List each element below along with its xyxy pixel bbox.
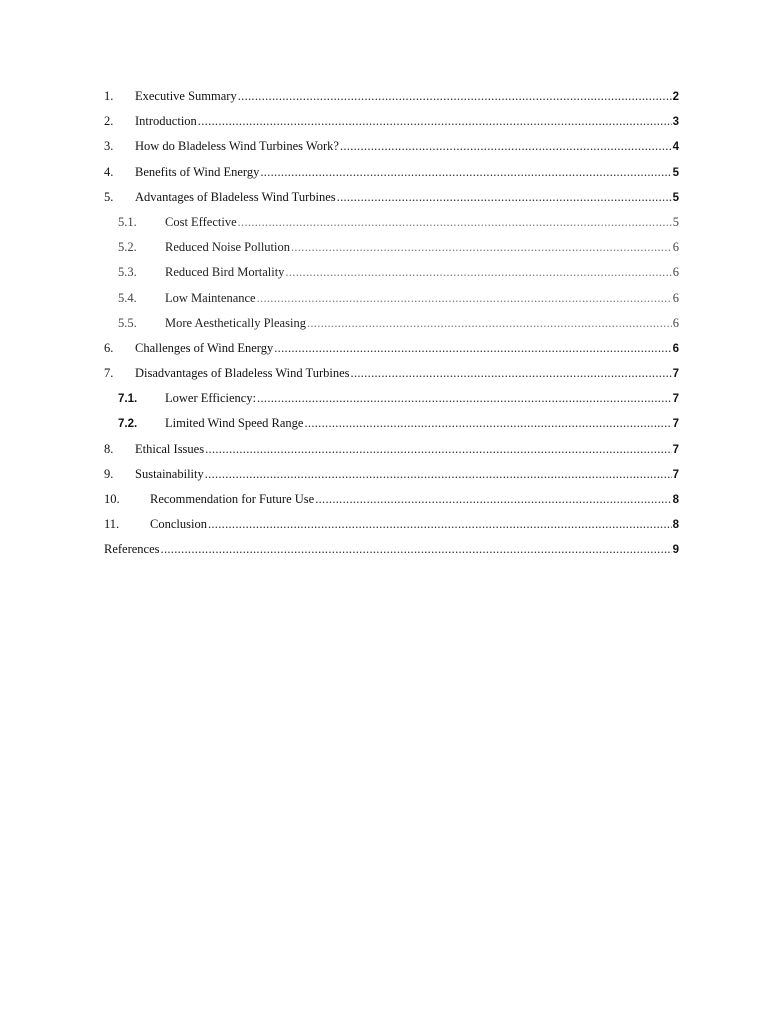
toc-entry-title: Executive Summary — [135, 89, 237, 103]
dot-leader — [274, 341, 671, 356]
toc-entry-number: 3. — [104, 139, 114, 154]
toc-entry-page: 5 — [672, 214, 679, 229]
toc-entry-recommendation[interactable] — [104, 492, 679, 517]
toc-entry-page: 5 — [672, 166, 679, 179]
toc-entry-bird-mortality[interactable] — [104, 265, 679, 290]
dot-leader — [257, 391, 672, 406]
toc-entry-conclusion[interactable] — [104, 517, 679, 542]
toc-entry-number: 10. — [104, 492, 120, 506]
dot-leader — [307, 316, 672, 331]
toc-entry-title: Disadvantages of Bladeless Wind Turbines — [135, 366, 350, 381]
toc-entry-number: 7.2. — [118, 418, 138, 431]
toc-entry-page: 7 — [672, 393, 679, 406]
toc-entry-number: 5.1. — [118, 214, 137, 229]
toc-entry-page: 6 — [672, 240, 679, 255]
toc-entry-low-maintenance[interactable] — [104, 291, 679, 316]
toc-entry-how-they-work[interactable] — [104, 139, 679, 164]
toc-entry-aesthetics[interactable] — [104, 316, 679, 341]
toc-entry-page: 5 — [672, 191, 679, 204]
toc-entry-page: 8 — [672, 494, 679, 506]
toc-entry-number: 7.1. — [118, 393, 138, 406]
toc-entry-title: Reduced Bird Mortality — [165, 265, 285, 280]
toc-entry-ethical-issues[interactable] — [104, 442, 679, 467]
toc-entry-title: Limited Wind Speed Range — [165, 416, 304, 431]
dot-leader — [351, 366, 672, 381]
toc-entry-page: 6 — [672, 342, 679, 355]
toc-entry-executive-summary[interactable] — [104, 89, 679, 114]
toc-entry-sustainability[interactable] — [104, 467, 679, 492]
toc-entry-page: 7 — [672, 468, 679, 481]
toc-entry-references[interactable] — [104, 542, 679, 567]
toc-entry-number: 5.5. — [118, 315, 137, 330]
toc-entry-title: Cost Effective — [165, 214, 237, 229]
toc-entry-number: 7. — [104, 366, 114, 381]
dot-leader — [304, 416, 671, 431]
toc-entry-number: 4. — [104, 164, 114, 179]
toc-entry-page: 7 — [672, 418, 679, 431]
toc-entry-number: 5.2. — [118, 240, 137, 255]
toc-entry-title: Ethical Issues — [135, 441, 205, 456]
toc-entry-title: Reduced Noise Pollution — [165, 240, 290, 255]
toc-entry-page: 8 — [672, 519, 679, 532]
toc-entry-challenges[interactable] — [104, 341, 679, 366]
dot-leader — [208, 517, 672, 532]
toc-entry-page: 6 — [672, 290, 679, 305]
toc-entry-title: More Aesthetically Pleasing — [165, 315, 306, 330]
toc-entry-title: How do Bladeless Wind Turbines Work? — [135, 139, 339, 154]
toc-entry-title: Conclusion — [150, 517, 207, 532]
toc-entry-title: Lower Efficiency: — [165, 391, 257, 406]
toc-entry-number: 1. — [104, 89, 114, 103]
toc-entry-title: Low Maintenance — [165, 290, 256, 305]
toc-entry-title: Introduction — [135, 114, 197, 129]
toc-entry-title: Advantages of Bladeless Wind Turbines — [135, 189, 336, 204]
toc-entry-title: References — [104, 542, 160, 557]
toc-entry-page: 7 — [672, 368, 679, 381]
toc-entry-title: Sustainability — [135, 466, 204, 481]
toc-entry-lower-efficiency[interactable] — [104, 391, 679, 416]
toc-entry-number: 5.3. — [118, 265, 137, 280]
toc-entry-benefits[interactable] — [104, 165, 679, 190]
toc-entry-page: 2 — [672, 91, 679, 103]
dot-leader — [205, 467, 672, 482]
dot-leader — [291, 240, 672, 255]
dot-leader — [340, 139, 672, 154]
toc-entry-page: 7 — [672, 443, 679, 456]
dot-leader — [315, 492, 671, 507]
toc-entry-cost-effective[interactable] — [104, 215, 679, 240]
toc-entry-number: 2. — [104, 114, 114, 129]
dot-leader — [205, 442, 672, 457]
toc-entry-advantages[interactable] — [104, 190, 679, 215]
toc-entry-number: 9. — [104, 466, 114, 481]
dot-leader — [337, 190, 672, 205]
toc-entry-wind-speed-range[interactable] — [104, 416, 679, 441]
toc-entry-page: 3 — [672, 116, 679, 129]
toc-entry-title: Challenges of Wind Energy — [135, 340, 274, 355]
table-of-contents — [104, 89, 679, 568]
dot-leader — [238, 215, 672, 230]
toc-entry-page: 9 — [672, 544, 679, 557]
toc-entry-introduction[interactable] — [104, 114, 679, 139]
toc-entry-number: 8. — [104, 441, 114, 456]
toc-entry-page: 4 — [672, 141, 679, 154]
dot-leader — [260, 165, 671, 180]
toc-entry-number: 5. — [104, 189, 114, 204]
dot-leader — [238, 89, 672, 104]
toc-entry-title: Benefits of Wind Energy — [135, 164, 260, 179]
toc-entry-noise-pollution[interactable] — [104, 240, 679, 265]
toc-entry-page: 6 — [672, 315, 679, 330]
dot-leader — [257, 291, 672, 306]
dot-leader — [285, 265, 671, 280]
toc-entry-page: 6 — [672, 265, 679, 280]
toc-entry-disadvantages[interactable] — [104, 366, 679, 391]
dot-leader — [198, 114, 672, 129]
toc-entry-number: 11. — [104, 517, 120, 532]
toc-entry-number: 5.4. — [118, 290, 137, 305]
toc-entry-title: Recommendation for Future Use — [150, 492, 315, 506]
dot-leader — [161, 542, 672, 557]
toc-entry-number: 6. — [104, 340, 114, 355]
